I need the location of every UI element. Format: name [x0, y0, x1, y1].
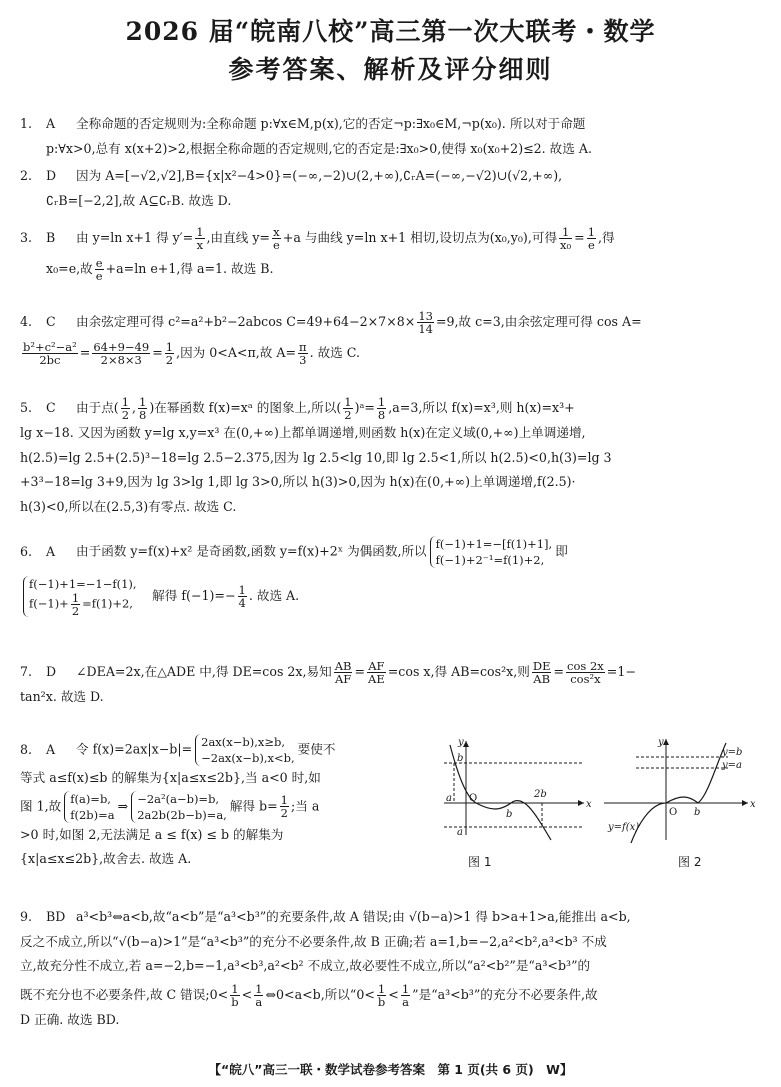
fraction — [377, 396, 386, 421]
numerator: AB — [334, 659, 352, 673]
fraction — [138, 396, 147, 421]
solution-text: ,由直线 y= — [206, 230, 270, 245]
fraction — [401, 983, 410, 1008]
question-number: 3. — [20, 230, 33, 245]
solution-text: 全称命题的否定规则为:全称命题 p:∀x∈M,p(x),它的否定¬p:∃x₀∈M,¬p(x₀). 所以对于命题 — [76, 116, 586, 131]
solution-text: ⇔0<a<b,所以“0< — [265, 986, 375, 1002]
solution-text: 解得 b= — [229, 798, 278, 813]
denominator: cos²x — [570, 672, 601, 686]
equation-system — [64, 791, 114, 823]
question-number: 1. — [20, 116, 33, 131]
answer-letter: C — [46, 400, 56, 415]
answer-letter: D — [46, 664, 57, 679]
numerator: 1 — [377, 395, 386, 409]
numerator: b²+c²−a² — [23, 340, 77, 354]
implies-symbol: ⇒ — [117, 798, 129, 813]
numerator: DE — [532, 659, 551, 673]
solution-text: = — [152, 345, 163, 360]
fig2-y-label: y — [658, 737, 664, 748]
piece: 2ax(x−b),x≥b, — [201, 735, 286, 749]
fraction — [343, 396, 352, 421]
page-title: 2026 届“皖南八校”高三第一次大联考・数学 — [125, 17, 656, 46]
question-number: 9. — [20, 909, 33, 924]
solution-text: 令 f(x)=2ax|x−b|= — [76, 741, 193, 757]
denominator: b — [231, 994, 239, 1009]
numerator: 1 — [401, 981, 410, 996]
equation — [29, 592, 137, 617]
fig2-yb-label: y=b — [722, 747, 743, 758]
fraction — [195, 226, 204, 251]
denominator: AE — [368, 672, 385, 686]
denominator: e — [273, 238, 280, 252]
numerator: x — [273, 225, 280, 239]
equation: f(−1)+2⁻¹=f(1)+2, — [435, 553, 545, 567]
figure-2-caption: 图 2 — [678, 855, 702, 869]
question-5 — [20, 396, 760, 519]
equation-system — [430, 536, 553, 568]
fraction — [165, 341, 174, 366]
equation: f(−1)+1=−1−f(1), — [29, 577, 137, 591]
fraction — [230, 983, 239, 1008]
numerator: 1 — [121, 395, 130, 409]
solution-text: =1− — [606, 664, 636, 679]
question-number: 7. — [20, 664, 33, 679]
solution-text: 即 — [555, 543, 568, 559]
numerator: 1 — [71, 591, 80, 605]
solution-text: +3³−18=lg 3+9,因为 lg 3>lg 1,即 lg 3>0,所以 h(3)>0,因为 h(x)在(0,+∞)上单调递增,f(2.5)· — [20, 474, 576, 489]
answer-letter: B — [46, 230, 56, 245]
fraction — [587, 226, 596, 251]
numerator: 64+9−49 — [93, 340, 150, 354]
fraction — [272, 226, 281, 251]
numerator: 1 — [196, 225, 204, 239]
denominator: a — [255, 994, 263, 1009]
piecewise-function — [195, 734, 295, 766]
solution-text: < — [388, 986, 399, 1002]
equation-part: =f(1)+2, — [82, 596, 133, 611]
solution-text: ”是“a³<b³”的充分不必要条件,故 — [412, 986, 598, 1002]
solution-text: lg x−18. 又因为函数 y=lg x,y=x³ 在(0,+∞)上都单调递增,则函数 h(x)在定义域(0,+∞)上单调递增, — [20, 425, 586, 440]
denominator: AF — [334, 672, 352, 686]
fig1-a-level-label: a — [457, 827, 463, 838]
solution-text: . 故选 C. — [309, 345, 360, 360]
denominator: 2×8×3 — [100, 353, 142, 367]
fig2-fx-label: y=f(x) — [608, 822, 640, 833]
question-number: 5. — [20, 400, 33, 415]
denominator: e — [587, 238, 595, 252]
solution-text: = — [553, 664, 565, 679]
solution-text: = — [574, 230, 585, 245]
solution-text: . 故选 A. — [248, 588, 300, 603]
answer-letter: A — [46, 543, 56, 559]
fraction — [280, 794, 289, 819]
question-number: 6. — [20, 543, 33, 559]
figure-1-caption: 图 1 — [468, 855, 492, 869]
solution-text: p:∀x>0,总有 x(x+2)>2,根据全称命题的否定规则,它的否定是:∃x₀>0,使得 x₀(x₀+2)≤2. 故选 A. — [46, 140, 592, 156]
equation: f(a)=b, — [70, 791, 111, 806]
fraction — [254, 983, 263, 1008]
solution-text: 反之不成立,所以“√(b−a)>1”是“a³<b³”的充分不必要条件,故 B 正确;若 a=1,b=−2,a²<b²,a³<b³ 不成 — [20, 933, 607, 949]
fig2-x-label: x — [750, 799, 756, 810]
fig2-ya-label: y=a — [722, 760, 742, 771]
fraction — [71, 592, 80, 617]
solution-text: h(3)<0,所以在(2.5,3)有零点. 故选 C. — [20, 498, 237, 514]
solution-text: 由余弦定理可得 c²=a²+b²−2abcos C=49+64−2×7×8× — [76, 314, 416, 329]
solution-text: )ᵃ= — [354, 400, 375, 415]
solution-text: 要使不 — [297, 741, 336, 757]
solution-text: 等式 a≤f(x)≤b 的解集为{x|a≤x≤2b},当 a<0 时,如 — [20, 770, 321, 785]
fraction — [22, 341, 78, 366]
solution-text: h(2.5)=lg 2.5+(2.5)³−18=lg 2.5−2.375,因为 lg 2.5<lg 10,即 lg 2.5<1,所以 h(2.5)<0,h(3)=lg 3 — [20, 449, 612, 465]
fraction — [238, 584, 247, 609]
numerator: π — [299, 340, 307, 354]
numerator: cos 2x — [567, 659, 604, 673]
answer-letter: A — [46, 741, 56, 757]
fraction — [121, 396, 130, 421]
numerator: 1 — [377, 981, 386, 996]
fig1-origin-label: O — [469, 793, 478, 804]
solution-text: ∠DEA=2x,在△ADE 中,得 DE=cos 2x,易知 — [76, 664, 332, 679]
numerator: 1 — [255, 981, 263, 996]
denominator: 4 — [238, 596, 246, 610]
solution-text: 由 y=ln x+1 得 y′= — [76, 230, 194, 245]
solution-text: D 正确. 故选 BD. — [20, 1011, 120, 1027]
denominator: e — [95, 269, 103, 283]
denominator: b — [377, 994, 386, 1009]
fraction — [566, 660, 605, 685]
denominator: 2 — [280, 806, 288, 820]
denominator: 2 — [121, 408, 130, 422]
fig1-b-axis-label: b — [506, 809, 513, 820]
solution-text: ,得 — [598, 230, 615, 245]
page-footer: 【“皖八”高三一联・数学试卷参考答案 第 1 页(共 6 页) W】 — [208, 1062, 573, 1077]
fig1-y-label: y — [458, 737, 464, 748]
solution-text: =9,故 c=3,由余弦定理可得 cos A= — [435, 314, 642, 329]
denominator: a — [402, 994, 409, 1009]
fig2-origin-label: O — [669, 807, 678, 818]
denominator: x — [196, 238, 204, 252]
answer-letter: A — [46, 116, 56, 131]
fraction — [92, 341, 150, 366]
solution-text: 由于点( — [76, 400, 119, 415]
answer-letter: D — [46, 168, 57, 183]
figures — [436, 735, 756, 869]
solution-text: )在幂函数 f(x)=xᵃ 的图象上,所以( — [149, 400, 342, 415]
numerator: 1 — [280, 793, 288, 807]
answer-letter: C — [46, 314, 56, 329]
page-subtitle: 参考答案、解析及评分细则 — [228, 55, 553, 84]
question-number: 8. — [20, 741, 33, 757]
fig1-x-label: x — [586, 799, 592, 810]
solution-text: 立,故充分性不成立,若 a=−2,b=−1,a³<b³,a²<b² 不成立,故必要性不成立,所以“a²<b²”是“a³<b³”的 — [20, 958, 591, 973]
solution-text: +a 与曲线 y=ln x+1 相切,设切点为(x₀,y₀),可得 — [282, 230, 558, 245]
question-2 — [20, 164, 760, 213]
fraction — [298, 341, 308, 366]
numerator: 1 — [587, 225, 596, 239]
equation-system — [23, 576, 137, 617]
denominator: 8 — [377, 408, 386, 422]
solution-text: < — [241, 986, 253, 1002]
solution-text: x₀=e,故 — [46, 261, 93, 276]
fig1-b-label: b — [457, 753, 464, 764]
fraction — [559, 226, 572, 251]
solution-text: {x|a≤x≤2b},故舍去. 故选 A. — [20, 851, 192, 866]
solution-text: =cos x,得 AB=cos²x,则 — [387, 664, 530, 679]
denominator: 8 — [139, 408, 147, 422]
equation: f(2b)=a — [70, 807, 115, 822]
solution-text: 图 1,故 — [20, 798, 62, 813]
answer-letter: BD — [46, 909, 66, 924]
solution-text: = — [354, 664, 366, 679]
solution-text: = — [79, 345, 91, 360]
solution-text: , — [132, 400, 137, 415]
equation: −2a²(a−b)=b, — [137, 791, 220, 806]
fraction — [532, 660, 552, 685]
numerator: 1 — [238, 583, 246, 597]
denominator: 2bc — [39, 353, 61, 367]
fig1-a-label: a — [446, 793, 452, 804]
numerator: 1 — [559, 226, 572, 239]
solution-text: ;当 a — [290, 798, 320, 813]
solution-text: tan²x. 故选 D. — [20, 689, 104, 704]
numerator: 1 — [139, 395, 147, 409]
fig1-2b-label: 2b — [534, 789, 547, 800]
solution-text: 既不充分也不必要条件,故 C 错误;0< — [20, 986, 229, 1002]
numerator: 1 — [165, 340, 174, 354]
solution-text: >0 时,如图 2,无法满足 a ≤ f(x) ≤ b 的解集为 — [20, 826, 284, 842]
solution-text: ,a=3,所以 f(x)=x³,则 h(x)=x³+ — [388, 400, 575, 415]
equation: 2a2b(2b−b)=a, — [137, 807, 227, 822]
numerator: e — [95, 256, 103, 270]
question-6 — [20, 536, 760, 617]
question-8 — [20, 734, 430, 872]
numerator: 1 — [344, 395, 352, 409]
fraction — [377, 983, 386, 1008]
piece: −2ax(x−b),x<b, — [201, 751, 295, 765]
question-number: 4. — [20, 314, 33, 329]
equation-system — [131, 791, 227, 823]
solution-text: ,因为 0<A<π,故 A= — [176, 345, 297, 360]
question-number: 2. — [20, 168, 33, 183]
fraction — [367, 660, 386, 685]
denominator: AB — [533, 672, 551, 686]
fraction — [334, 660, 353, 685]
fig2-b-label: b — [694, 807, 701, 818]
solution-text: ∁ᵣB=[−2,2],故 A⊆∁ᵣB. 故选 D. — [46, 192, 232, 208]
figure-1-graph — [436, 735, 756, 845]
denominator: 2 — [344, 408, 352, 422]
denominator: 2 — [71, 604, 80, 618]
fraction — [95, 257, 104, 282]
solution-text: 由于函数 y=f(x)+x² 是奇函数,函数 y=f(x)+2ˣ 为偶函数,所以 — [76, 543, 427, 559]
denominator: 2 — [165, 353, 174, 367]
question-1 — [20, 112, 760, 161]
question-9 — [20, 905, 760, 1032]
question-7 — [20, 660, 760, 710]
numerator: 13 — [418, 309, 433, 323]
question-3 — [20, 226, 760, 282]
equation-part: f(−1)+ — [29, 596, 69, 611]
solution-text: +a=ln e+1,得 a=1. 故选 B. — [105, 261, 274, 276]
denominator: 14 — [418, 322, 433, 336]
fraction — [417, 310, 434, 335]
question-4 — [20, 310, 760, 366]
denominator: x₀ — [560, 238, 572, 252]
denominator: 3 — [299, 353, 307, 367]
numerator: AF — [368, 659, 385, 673]
numerator: 1 — [231, 981, 239, 996]
equation: f(−1)+1=−[f(1)+1], — [435, 537, 553, 551]
solution-text: 解得 f(−1)=− — [152, 588, 236, 603]
solution-text: a³<b³⇔a<b,故“a<b”是“a³<b³”的充要条件,故 A 错误;由 √(b−a)>1 得 b>a+1>a,能推出 a<b, — [76, 909, 631, 924]
solution-text: 因为 A=[−√2,√2],B={x|x²−4>0}=(−∞,−2)∪(2,+∞),∁ᵣA=(−∞,−√2)∪(√2,+∞), — [76, 168, 563, 183]
